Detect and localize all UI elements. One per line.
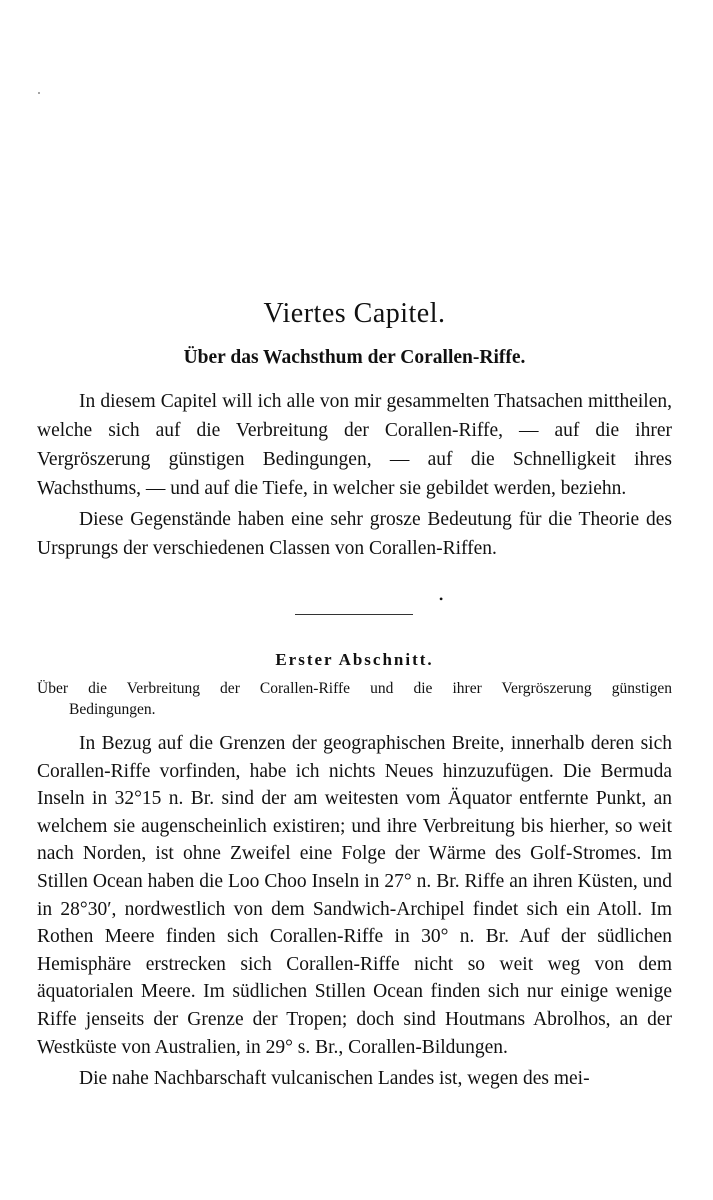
body-paragraph: Die nahe Nachbarschaft vulcanischen Landes ist, wegen des mei- [79,1068,590,1090]
section-subtitle [37,678,672,720]
section-subtitle-line: Bedingungen. [69,701,156,718]
intro-paragraph: In diesem Capitel will ich alle von mir gesammelten Thatsachen mittheilen, welche sich auf die Verbreitung der Corallen-Riffe, — auf die ihrer Vergröszerung günstigen Bedingungen, — auf die Schnelligkeit ihres Wachsthums, — und auf die Tiefe, in welcher sie gebildet werden, beziehn. [37,391,672,499]
section-subtitle-line: Über die Verbreitung der Corallen-Riffe und die ihrer Vergröszerung günstigen [37,680,672,697]
intro-paragraph: Diese Gegenstände haben eine sehr grosze Bedeutung für die Theorie des Ursprungs der verschiedenen Classen von Corallen-Riffen. [37,509,672,559]
intro-text [37,387,672,563]
chapter-title: Viertes Capitel. [263,298,446,329]
chapter-subtitle: Über das Wachsthum der Corallen-Riffe. [183,347,526,368]
body-paragraph: In Bezug auf die Grenzen der geographischen Breite, innerhalb deren sich Corallen-Riffe vorfinden, habe ich nichts Neues hinzuzufügen. Die Bermuda Inseln in 32°15 n. Br. sind der am weitesten vom Äquator entfernte Punkt, an welchem sie augenscheinlich existiren; und ihre Verbreitung bis hierher, so weit nach Norden, ist ohne Zweifel eine Folge der Wärme des Golf-Stromes. Im Stillen Ocean haben die Loo Choo Inseln in 27° n. Br. Riffe an ihren Küsten, und in 28°30′, nordwestlich von dem Sandwich-Archipel findet sich ein Atoll. Im Rothen Meere finden sich Corallen-Riffe in 30° n. Br. Auf der südlichen Hemisphäre erstrecken sich Corallen-Riffe nicht so weit weg von dem äquatorialen Meere. Im südlichen Stillen Ocean finden sich nur einige wenige Riffe jenseits der Grenze der Tropen; doch sind Houtmans Abrolhos, an der Westküste von Australien, in 29° s. Br., Corallen-Bildungen. [37,733,672,1058]
print-speck: • [439,592,444,606]
book-page [37,0,672,1200]
section-divider [295,614,413,615]
paper-speck [38,92,40,94]
section-title: Erster Abschnitt. [275,650,434,669]
section-body [37,730,672,1093]
